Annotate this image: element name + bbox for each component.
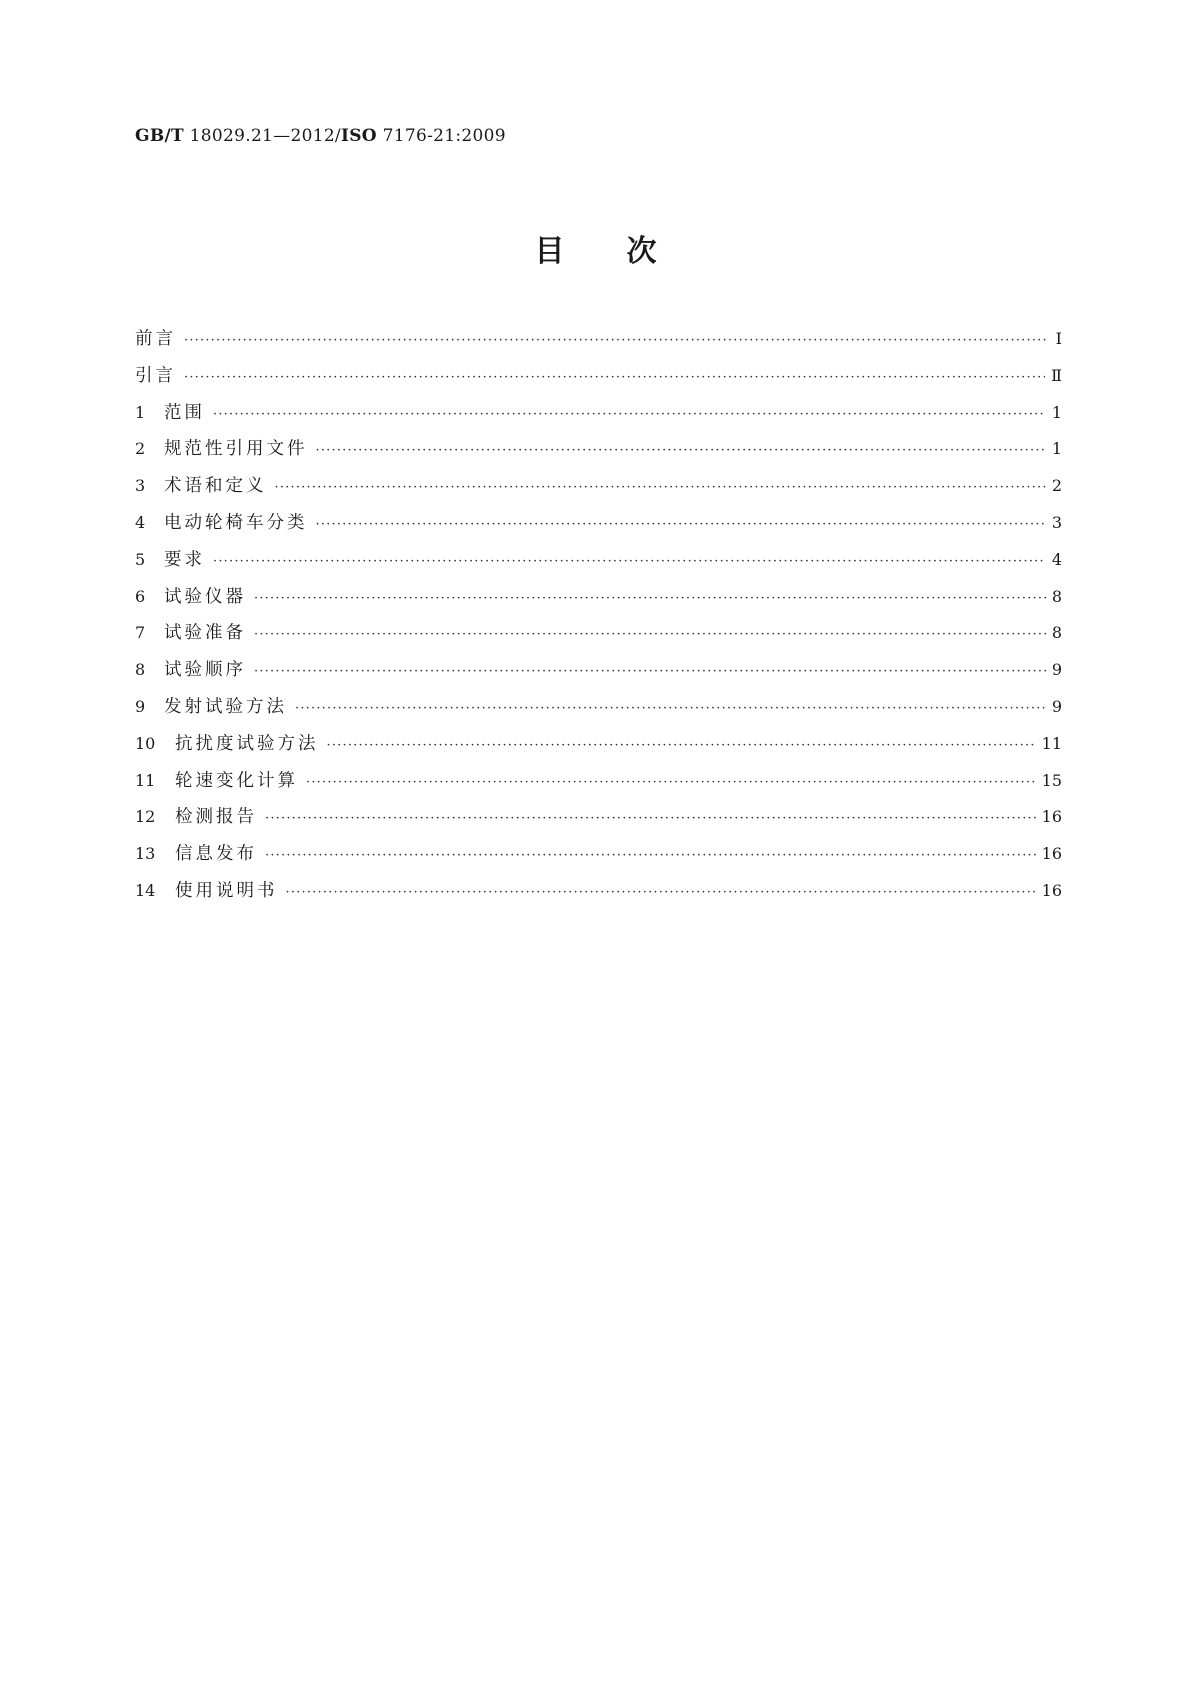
toc-leader-dots bbox=[265, 848, 1036, 863]
toc-entry-number: 11 bbox=[135, 770, 156, 790]
page-title: 目次 bbox=[534, 234, 719, 269]
toc-entry-8[interactable] bbox=[135, 656, 1062, 693]
toc-leader-dots bbox=[327, 738, 1036, 753]
header-iso-prefix: ISO bbox=[340, 126, 377, 146]
toc-leader-dots bbox=[254, 664, 1046, 679]
toc-leader-dots bbox=[306, 775, 1036, 790]
toc-leader-dots bbox=[316, 443, 1046, 458]
table-of-contents bbox=[135, 325, 1062, 914]
toc-entry-3[interactable] bbox=[135, 472, 1062, 509]
toc-entry-number: 14 bbox=[135, 880, 156, 900]
toc-page-number: 3 bbox=[1051, 512, 1062, 532]
toc-page-number: 16 bbox=[1041, 880, 1062, 900]
toc-entry-label: 试验仪器 bbox=[164, 586, 246, 607]
toc-entry-introduction[interactable] bbox=[135, 362, 1062, 399]
toc-entry-label: 使用说明书 bbox=[175, 880, 278, 901]
toc-page-number: Ⅰ bbox=[1055, 329, 1062, 348]
toc-entry-label: 术语和定义 bbox=[164, 476, 267, 497]
toc-page-number: 11 bbox=[1041, 733, 1062, 753]
toc-entry-6[interactable] bbox=[135, 583, 1062, 620]
toc-entry-number: 7 bbox=[135, 623, 146, 643]
toc-entry-label: 引言 bbox=[135, 365, 176, 386]
toc-entry-label: 试验准备 bbox=[164, 623, 246, 644]
toc-entry-number: 8 bbox=[135, 660, 146, 680]
toc-entry-4[interactable] bbox=[135, 509, 1062, 546]
toc-page-number: 16 bbox=[1041, 807, 1062, 827]
toc-entry-label: 检测报告 bbox=[175, 807, 257, 828]
toc-entry-1[interactable] bbox=[135, 399, 1062, 436]
toc-page-number: 2 bbox=[1051, 476, 1062, 496]
toc-entry-number: 5 bbox=[135, 549, 146, 569]
toc-page-number: 1 bbox=[1051, 402, 1062, 422]
toc-entry-label: 轮速变化计算 bbox=[175, 770, 298, 791]
toc-entry-label: 要求 bbox=[164, 549, 205, 570]
toc-leader-dots bbox=[275, 480, 1046, 495]
toc-leader-dots bbox=[295, 701, 1046, 716]
toc-entry-number: 12 bbox=[135, 807, 156, 827]
header-iso-number: 7176-21:2009 bbox=[376, 126, 506, 146]
toc-entry-number: 3 bbox=[135, 476, 146, 496]
toc-entry-label: 信息发布 bbox=[175, 844, 257, 865]
toc-page-number: 4 bbox=[1051, 549, 1062, 569]
toc-entry-label: 电动轮椅车分类 bbox=[164, 512, 308, 533]
toc-leader-dots bbox=[265, 811, 1036, 826]
toc-leader-dots bbox=[184, 370, 1045, 385]
toc-entry-label: 范围 bbox=[164, 402, 205, 423]
toc-entry-foreword[interactable] bbox=[135, 325, 1062, 362]
toc-entry-number: 13 bbox=[135, 844, 156, 864]
toc-entry-13[interactable] bbox=[135, 840, 1062, 877]
header-standard-prefix: GB/T bbox=[135, 126, 184, 146]
toc-entry-label: 规范性引用文件 bbox=[164, 439, 308, 460]
toc-page-number: 8 bbox=[1051, 623, 1062, 643]
toc-entry-number: 6 bbox=[135, 586, 146, 606]
toc-leader-dots bbox=[286, 885, 1036, 900]
toc-leader-dots bbox=[213, 407, 1046, 422]
toc-entry-label: 抗扰度试验方法 bbox=[175, 733, 319, 754]
toc-entry-number: 9 bbox=[135, 696, 146, 716]
toc-entry-11[interactable] bbox=[135, 767, 1062, 804]
toc-page-number: 8 bbox=[1051, 586, 1062, 606]
toc-entry-5[interactable] bbox=[135, 546, 1062, 583]
toc-leader-dots bbox=[316, 517, 1046, 532]
toc-entry-number: 1 bbox=[135, 402, 146, 422]
toc-page-number: 9 bbox=[1051, 696, 1062, 716]
toc-entry-number: 10 bbox=[135, 733, 156, 753]
toc-leader-dots bbox=[213, 554, 1046, 569]
document-header bbox=[135, 126, 506, 146]
toc-entry-number: 2 bbox=[135, 439, 146, 459]
toc-entry-12[interactable] bbox=[135, 803, 1062, 840]
toc-entry-9[interactable] bbox=[135, 693, 1062, 730]
toc-leader-dots bbox=[254, 591, 1046, 606]
header-standard-number: 18029.21—2012/ bbox=[183, 126, 341, 146]
toc-page-number: 1 bbox=[1051, 439, 1062, 459]
toc-page-number: 16 bbox=[1041, 844, 1062, 864]
toc-page-number: 9 bbox=[1051, 660, 1062, 680]
toc-page-number: 15 bbox=[1041, 770, 1062, 790]
toc-page-number: Ⅱ bbox=[1051, 365, 1062, 385]
toc-entry-14[interactable] bbox=[135, 877, 1062, 914]
toc-leader-dots bbox=[184, 333, 1046, 348]
toc-entry-2[interactable] bbox=[135, 435, 1062, 472]
toc-entry-number: 4 bbox=[135, 512, 146, 532]
toc-leader-dots bbox=[254, 627, 1046, 642]
toc-entry-label: 发射试验方法 bbox=[164, 696, 287, 717]
toc-entry-label: 前言 bbox=[135, 329, 176, 349]
toc-entry-10[interactable] bbox=[135, 730, 1062, 767]
toc-entry-label: 试验顺序 bbox=[164, 660, 246, 681]
toc-entry-7[interactable] bbox=[135, 619, 1062, 656]
